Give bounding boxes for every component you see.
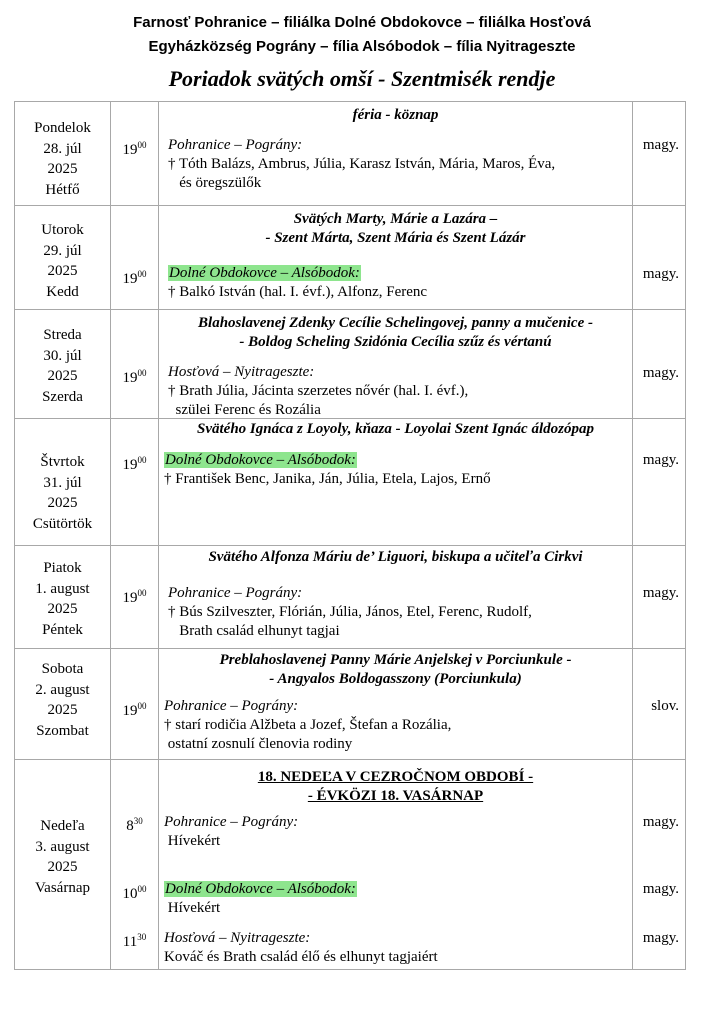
mass-time — [111, 697, 158, 721]
mass-time-minute: 30 — [133, 816, 143, 826]
day-year: 2025 — [47, 161, 78, 177]
mass-intention: † Brath Júlia, Jácinta szerzetes nővér (hal. I. évf.), — [168, 383, 469, 399]
mass-intention: Brath család elhunyt tagjai — [168, 623, 340, 639]
time-cell — [111, 206, 159, 310]
mass-time-hour: 19 — [122, 370, 138, 386]
mass-language: magy. — [642, 930, 679, 946]
language-cell — [633, 546, 686, 649]
mass-location — [164, 880, 357, 899]
feast-title — [159, 106, 632, 125]
mass-schedule-table — [14, 101, 686, 970]
mass-intention: és öregszülők — [168, 175, 262, 191]
mass-language: magy. — [642, 585, 679, 601]
day-text — [15, 558, 110, 640]
day-text — [15, 118, 110, 200]
mass-time — [111, 880, 158, 904]
parish-header-slovak: Farnosť Pohranice – filiálka Dolné Obdokovce – filiálka Hosťová — [133, 14, 591, 31]
mass-entry — [164, 697, 451, 754]
mass-entry — [164, 880, 357, 918]
mass-time-hour: 19 — [122, 271, 138, 287]
feast-line: Svätého Ignáca z Loyoly, kňaza - Loyolai Szent Ignác áldozópap — [197, 421, 594, 437]
mass-time — [111, 584, 158, 608]
day-text — [15, 325, 110, 407]
day-cell — [15, 419, 111, 546]
day-name-hungarian: Kedd — [46, 283, 79, 300]
language-cell — [633, 310, 686, 419]
time-cell — [111, 546, 159, 649]
mass-intention: † Bús Szilveszter, Flórián, Júlia, János, Etel, Ferenc, Rudolf, — [168, 604, 532, 620]
location-label: Hosťová – Nyitrageszte: — [168, 364, 315, 380]
mass-time-hour: 8 — [126, 818, 134, 834]
location-label: Dolné Obdokovce – Alsóbodok: — [165, 452, 356, 468]
feast-title — [159, 314, 632, 352]
mass-time — [111, 451, 158, 475]
mass-location — [164, 813, 298, 832]
feast-line: Svätých Marty, Márie a Lazára – — [293, 211, 498, 227]
mass-time-minute: 00 — [137, 588, 147, 598]
mass-language: magy. — [642, 365, 679, 381]
schedule-row-1 — [15, 102, 686, 206]
time-cell — [111, 649, 159, 760]
day-date: 30. júl — [43, 347, 82, 364]
day-year: 2025 — [47, 702, 78, 718]
day-text — [15, 220, 110, 302]
feast-line: - Angyalos Boldogasszony (Porciunkula) — [269, 671, 522, 687]
feast-title — [159, 420, 632, 439]
language-cell — [633, 649, 686, 760]
feast-line: - Boldog Scheling Szidónia Cecília szűz és vértanú — [239, 334, 552, 350]
mass-time-hour: 19 — [122, 142, 138, 158]
time-cell — [111, 760, 159, 970]
mass-language: magy. — [642, 814, 679, 830]
day-year: 2025 — [47, 601, 78, 617]
day-date: 28. júl — [43, 140, 82, 157]
mass-time — [111, 265, 158, 289]
day-cell — [15, 546, 111, 649]
mass-intention: † starí rodičia Alžbeta a Jozef, Štefan a Rozália, — [164, 717, 452, 733]
day-year: 2025 — [47, 263, 78, 279]
mass-time-minute: 00 — [137, 368, 147, 378]
mass-intention: Hívekért — [164, 833, 221, 849]
location-label: Pohranice – Pográny: — [168, 585, 303, 601]
day-text — [15, 659, 110, 741]
day-name-slovak: Piatok — [43, 560, 82, 576]
mass-intention: Kováč és Brath család élő és elhunyt tagjaiért — [164, 949, 438, 965]
day-date: 1. august — [35, 580, 90, 597]
day-text — [15, 816, 110, 898]
day-name-slovak: Sobota — [41, 661, 84, 677]
feast-title — [159, 651, 632, 689]
mass-entry — [168, 136, 555, 193]
mass-time-hour: 10 — [122, 886, 138, 902]
time-cell — [111, 419, 159, 546]
mass-intention: † František Benc, Janika, Ján, Júlia, Etela, Lajos, Ernő — [164, 471, 491, 487]
day-name-hungarian: Péntek — [42, 621, 83, 638]
day-name-hungarian: Szombat — [36, 722, 89, 739]
service-cell — [159, 546, 633, 649]
service-cell — [159, 310, 633, 419]
mass-entry — [164, 451, 491, 489]
mass-location — [168, 363, 468, 382]
mass-location — [168, 136, 555, 155]
feast-title — [159, 210, 632, 248]
schedule-row-4 — [15, 419, 686, 546]
mass-time-minute: 00 — [137, 455, 147, 465]
mass-intention: † Tóth Balázs, Ambrus, Júlia, Karasz István, Mária, Maros, Éva, — [168, 156, 556, 172]
mass-entry — [168, 264, 427, 302]
mass-intention: szülei Ferenc és Rozália — [168, 402, 321, 418]
day-cell — [15, 102, 111, 206]
mass-time — [111, 812, 158, 836]
mass-time — [111, 364, 158, 388]
day-name-slovak: Utorok — [41, 222, 84, 238]
language-cell — [633, 760, 686, 970]
mass-location — [164, 451, 491, 470]
mass-time-minute: 30 — [137, 932, 147, 942]
time-cell — [111, 310, 159, 419]
day-name-slovak: Pondelok — [34, 120, 91, 136]
location-label: Dolné Obdokovce – Alsóbodok: — [169, 265, 360, 281]
location-label: Pohranice – Pográny: — [164, 698, 299, 714]
mass-location — [164, 697, 451, 716]
day-year: 2025 — [47, 859, 78, 875]
service-cell — [159, 206, 633, 310]
day-name-slovak: Štvrtok — [40, 454, 85, 470]
language-cell — [633, 102, 686, 206]
day-name-hungarian: Csütörtök — [32, 515, 93, 532]
day-date: 31. júl — [43, 474, 82, 491]
service-cell — [159, 419, 633, 546]
mass-language: magy. — [642, 266, 679, 282]
mass-entry — [168, 584, 532, 641]
feast-line: - Szent Márta, Szent Mária és Szent Lázár — [265, 230, 526, 246]
location-label: Dolné Obdokovce – Alsóbodok: — [165, 881, 356, 897]
language-cell — [633, 419, 686, 546]
mass-time-hour: 19 — [122, 457, 138, 473]
day-name-hungarian: Hétfő — [45, 181, 80, 198]
mass-time-hour: 19 — [122, 590, 138, 606]
day-name-hungarian: Szerda — [42, 388, 83, 405]
mass-time-minute: 00 — [137, 884, 147, 894]
feast-title — [159, 768, 632, 806]
day-cell — [15, 206, 111, 310]
day-cell — [15, 310, 111, 419]
day-text — [15, 452, 110, 534]
mass-language: magy. — [642, 452, 679, 468]
service-cell — [159, 102, 633, 206]
mass-language: magy. — [642, 881, 679, 897]
day-cell — [15, 760, 111, 970]
mass-entry — [168, 363, 468, 420]
feast-line: 18. NEDEĽA V CEZROČNOM OBDOBÍ - — [257, 769, 534, 785]
mass-time-hour: 11 — [122, 934, 138, 950]
feast-line: féria - köznap — [352, 107, 439, 123]
mass-location — [168, 584, 532, 603]
day-date: 29. júl — [43, 242, 82, 259]
day-name-hungarian: Vasárnap — [35, 879, 90, 896]
day-year: 2025 — [47, 495, 78, 511]
feast-line: Svätého Alfonza Máriu de’ Liguori, biskupa a učiteľa Cirkvi — [208, 549, 583, 565]
feast-title — [159, 548, 632, 567]
day-name-slovak: Nedeľa — [40, 818, 85, 834]
mass-location — [168, 264, 427, 283]
mass-time-minute: 00 — [137, 701, 147, 711]
day-cell — [15, 649, 111, 760]
mass-intention: Hívekért — [164, 900, 221, 916]
location-label: Pohranice – Pográny: — [168, 137, 303, 153]
mass-time-minute: 00 — [137, 269, 147, 279]
mass-time-minute: 00 — [137, 140, 147, 150]
time-cell — [111, 102, 159, 206]
mass-location — [164, 929, 438, 948]
day-date: 2. august — [35, 681, 90, 698]
mass-intention: ostatní zosnulí členovia rodiny — [164, 736, 353, 752]
parish-header-hungarian: Egyházközség Pográny – fília Alsóbodok – fília Nyitrageszte — [148, 38, 576, 55]
schedule-row-7 — [15, 760, 686, 970]
mass-language: magy. — [642, 137, 679, 153]
schedule-row-6 — [15, 649, 686, 760]
mass-time — [111, 136, 158, 160]
mass-intention: † Balkó István (hal. I. évf.), Alfonz, Ferenc — [168, 284, 428, 300]
location-label: Pohranice – Pográny: — [164, 814, 299, 830]
language-cell — [633, 206, 686, 310]
schedule-row-2 — [15, 206, 686, 310]
schedule-row-5 — [15, 546, 686, 649]
feast-line: - ÉVKÖZI 18. VASÁRNAP — [307, 788, 484, 804]
feast-line: Preblahoslavenej Panny Márie Anjelskej v Porciunkule - — [219, 652, 572, 668]
mass-entry — [164, 813, 298, 851]
mass-language: slov. — [651, 698, 679, 714]
schedule-title: Poriadok svätých omší - Szentmisék rendje — [168, 66, 556, 91]
mass-time — [111, 928, 158, 952]
feast-line: Blahoslavenej Zdenky Cecílie Schelingovej, panny a mučenice - — [198, 315, 593, 331]
service-cell — [159, 649, 633, 760]
schedule-row-3 — [15, 310, 686, 419]
mass-entry — [164, 929, 438, 967]
service-cell — [159, 760, 633, 970]
mass-time-hour: 19 — [122, 703, 138, 719]
day-name-slovak: Streda — [43, 327, 82, 343]
day-date: 3. august — [35, 838, 90, 855]
day-year: 2025 — [47, 368, 78, 384]
location-label: Hosťová – Nyitrageszte: — [164, 930, 311, 946]
